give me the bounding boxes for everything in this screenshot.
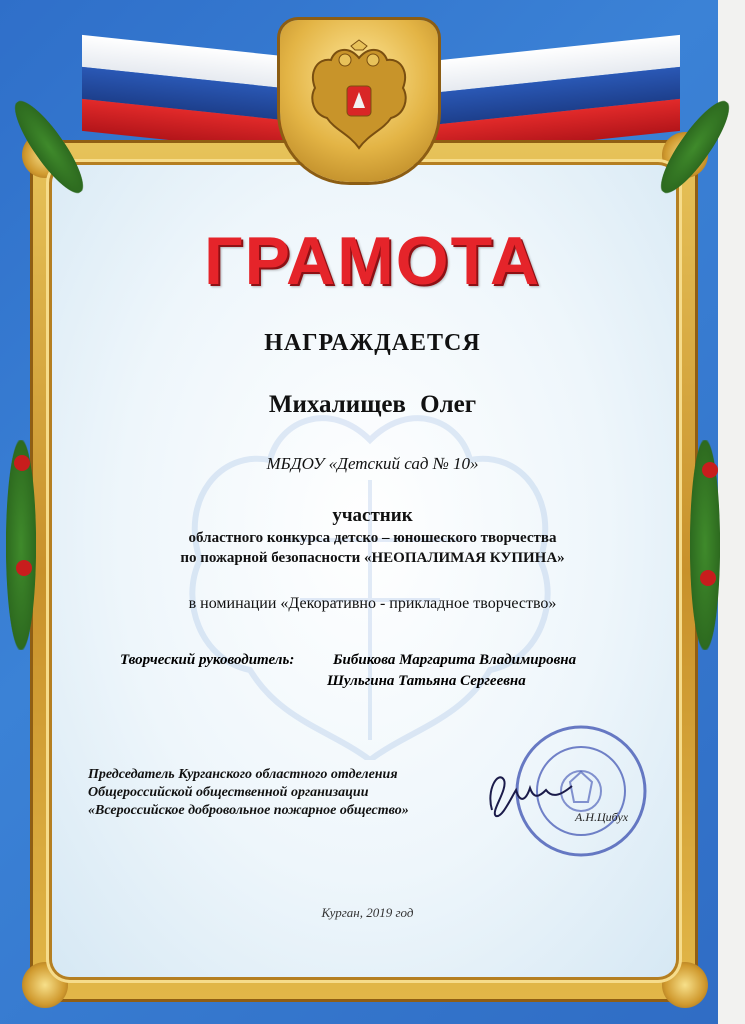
- organization-name: МБДОУ «Детский сад № 10»: [266, 454, 479, 473]
- leader-name-1: Бибикова Маргарита Владимировна: [333, 652, 577, 668]
- awarded-heading: НАГРАЖДАЕТСЯ: [264, 330, 481, 356]
- coat-of-arms-icon: [305, 38, 413, 158]
- chairman-title-line2: Общероссийской общественной организации: [88, 785, 369, 800]
- contest-description-line2: по пожарной безопасности «НЕОПАЛИМАЯ КУПИНА»: [180, 550, 565, 566]
- leader-label: Творческий руководитель:: [120, 652, 295, 668]
- recipient-name: Михалищев Олег: [268, 391, 477, 418]
- certificate-title: ГРАМОТА: [204, 223, 541, 299]
- contest-description-line1: областного конкурса детско – юношеского творчества: [188, 530, 557, 546]
- nomination-text: в номинации «Декоративно - прикладное творчество»: [188, 595, 557, 612]
- handwritten-signature: [480, 760, 590, 830]
- berry-ornament: [700, 570, 716, 586]
- leader-name-2: Шульгина Татьяна Сергеевна: [327, 673, 526, 689]
- signer-name: А.Н.Цибух: [575, 810, 629, 824]
- chairman-title-line1: Председатель Курганского областного отделения: [88, 767, 398, 782]
- chairman-title-line3: «Всероссийское добровольное пожарное общество»: [88, 803, 409, 818]
- place-and-year: Курган, 2019 год: [321, 905, 414, 920]
- participant-role: участник: [332, 505, 413, 526]
